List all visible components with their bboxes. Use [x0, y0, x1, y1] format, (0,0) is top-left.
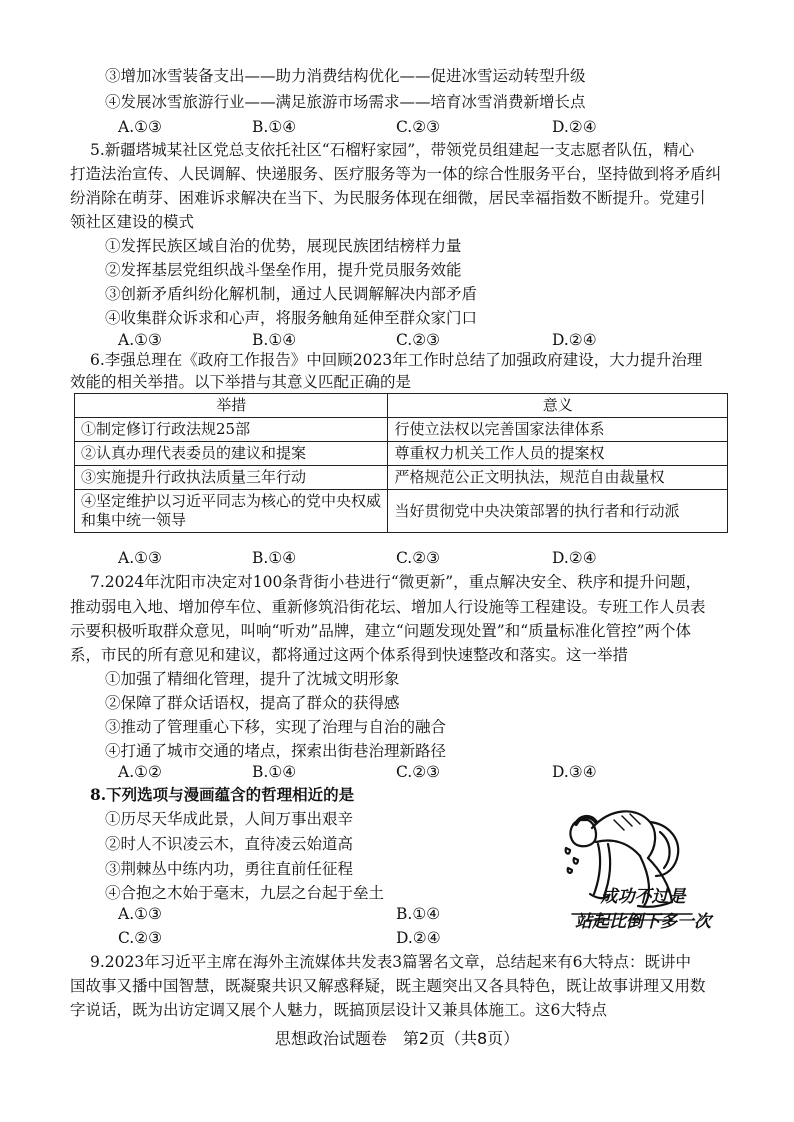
q5-stem-line-1: 5.新疆塔城某社区党总支依托社区“石榴籽家园”，带领党员组建起一支志愿者队伍，精心 — [90, 141, 695, 159]
q7-stem-line-4: 系，市民的所有意见和建议，都将通过这两个体系得到快速整改和落实。这一举措 — [70, 646, 629, 664]
q8-item-1: ①历尽天华成此景，人间万事出艰辛 — [105, 810, 354, 828]
q9-stem-line-3: 字说话，既为出访定调又展个人魅力，既搞顶层设计又兼具体施工。这6大特点 — [70, 1001, 607, 1019]
cartoon-caption — [558, 885, 728, 935]
table-row — [75, 442, 728, 466]
page-footer: 思想政治试题卷 第2页（共8页） — [274, 1029, 520, 1048]
table-row — [75, 418, 728, 442]
table-header-meaning: 意义 — [388, 394, 728, 418]
table-row — [75, 490, 728, 533]
q5-option-a: A.①③ — [118, 331, 162, 349]
q5-item-3: ③创新矛盾纠纷化解机制，通过人民调解解决内部矛盾 — [105, 285, 478, 303]
q7-option-a: A.①② — [118, 763, 162, 781]
q4-item-3: ③增加冰雪装备支出——助力消费结构优化——促进冰雪运动转型升级 — [105, 67, 586, 85]
q6-stem-line-1: 6.李强总理在《政府工作报告》中回顾2023年工作时总结了加强政府建设，大力提升治理 — [90, 351, 703, 369]
q4-option-c: C.②③ — [396, 118, 441, 136]
q5-option-c: C.②③ — [396, 331, 441, 349]
q7-item-4: ④打通了城市交通的堵点，探索出街巷治理新路径 — [105, 742, 447, 760]
q7-option-c: C.②③ — [396, 763, 441, 781]
q7-option-b: B.①④ — [252, 763, 297, 781]
q4-option-b: B.①④ — [252, 118, 297, 136]
q5-stem-line-4: 领社区建设的模式 — [70, 213, 195, 231]
table-cell: 当好贯彻党中央决策部署的执行者和行动派 — [388, 490, 728, 533]
q9-stem-line-1: 9.2023年习近平主席在海外主流媒体共发表3篇署名文章，总结起来有6大特点：既讲中 — [90, 953, 691, 971]
q5-stem-line-3: 纷消除在萌芽、困难诉求解决在当下、为民服务体现在细微，居民幸福指数不断提升。党建引 — [70, 189, 706, 207]
q5-option-b: B.①④ — [252, 331, 297, 349]
table-cell: 严格规范公正文明执法，规范自由裁量权 — [388, 466, 728, 490]
q6-option-d: D.②④ — [552, 549, 597, 567]
q8-option-c: C.②③ — [118, 929, 163, 947]
q7-item-2: ②保障了群众话语权，提高了群众的获得感 — [105, 694, 400, 712]
q8-stem: 8.下列选项与漫画蕴含的哲理相近的是 — [90, 785, 355, 804]
q7-option-d: D.③④ — [552, 763, 597, 781]
table-header-measure: 举措 — [75, 394, 388, 418]
q7-stem-line-3: 示要积极听取群众意见，叫响“听劝”品牌，建立“问题发现处置”和“质量标准化管控”两个体 — [70, 622, 692, 640]
table-cell: ②认真办理代表委员的建议和提案 — [75, 442, 388, 466]
q5-item-1: ①发挥民族区域自治的优势，展现民族团结榜样力量 — [105, 237, 462, 255]
q6-option-c: C.②③ — [396, 549, 441, 567]
q7-item-1: ①加强了精细化管理，提升了沈城文明形象 — [105, 670, 400, 688]
q8-option-b: B.①④ — [396, 905, 441, 923]
q6-option-a: A.①③ — [118, 549, 162, 567]
q5-stem-line-2: 打造法治宣传、人民调解、快递服务、医疗服务等为一体的综合性服务平台，坚持做到将矛盾纠 — [70, 165, 722, 183]
q5-item-2: ②发挥基层党组织战斗堡垒作用，提升党员服务效能 — [105, 261, 462, 279]
q7-stem-line-2: 推动弱电入地、增加停车位、重新修筑沿街花坛、增加人行设施等工程建设。专班工作人员表 — [70, 598, 706, 616]
table-cell: 行使立法权以完善国家法律体系 — [388, 418, 728, 442]
q6-option-b: B.①④ — [252, 549, 297, 567]
q5-option-d: D.②④ — [552, 331, 597, 349]
table-cell: 尊重权力机关工作人员的提案权 — [388, 442, 728, 466]
q4-item-4: ④发展冰雪旅游行业——满足旅游市场需求——培育冰雪消费新增长点 — [105, 93, 586, 111]
q6-stem-line-2: 效能的相关举措。以下举措与其意义匹配正确的是 — [70, 373, 412, 391]
table-cell: ①制定修订行政法规25部 — [75, 418, 388, 442]
q8-option-a: A.①③ — [118, 905, 162, 923]
table-cell: ④坚定维护以习近平同志为核心的党中央权威和集中统一领导 — [75, 490, 388, 533]
q9-stem-line-2: 国故事又播中国智慧，既凝聚共识又解惑释疑，既主题突出又各具特色，既让故事讲理又用数 — [70, 977, 706, 995]
q4-option-a: A.①③ — [118, 118, 162, 136]
cartoon-caption-line-1: 成功不过是 — [600, 887, 686, 907]
table-header-row — [75, 394, 728, 418]
q8-item-3: ③荆棘丛中练内功，勇往直前任征程 — [105, 860, 354, 878]
q7-item-3: ③推动了管理重心下移，实现了治理与自治的融合 — [105, 718, 447, 736]
q6-match-table — [74, 393, 728, 533]
table-cell: ③实施提升行政执法质量三年行动 — [75, 466, 388, 490]
q7-stem-line-1: 7.2024年沈阳市决定对100条背街小巷进行“微更新”，重点解决安全、秩序和提升问题， — [90, 573, 702, 591]
cartoon-caption-line-2: 站起比倒下多一次 — [575, 912, 711, 932]
q8-option-d: D.②④ — [396, 929, 441, 947]
q5-item-4: ④收集群众诉求和心声，将服务触角延伸至群众家门口 — [105, 309, 478, 327]
q8-item-4: ④合抱之木始于毫末，九层之台起于垒土 — [105, 884, 385, 902]
table-row — [75, 466, 728, 490]
q4-option-d: D.②④ — [552, 118, 597, 136]
q8-item-2: ②时人不识凌云木，直待凌云始道高 — [105, 835, 354, 853]
